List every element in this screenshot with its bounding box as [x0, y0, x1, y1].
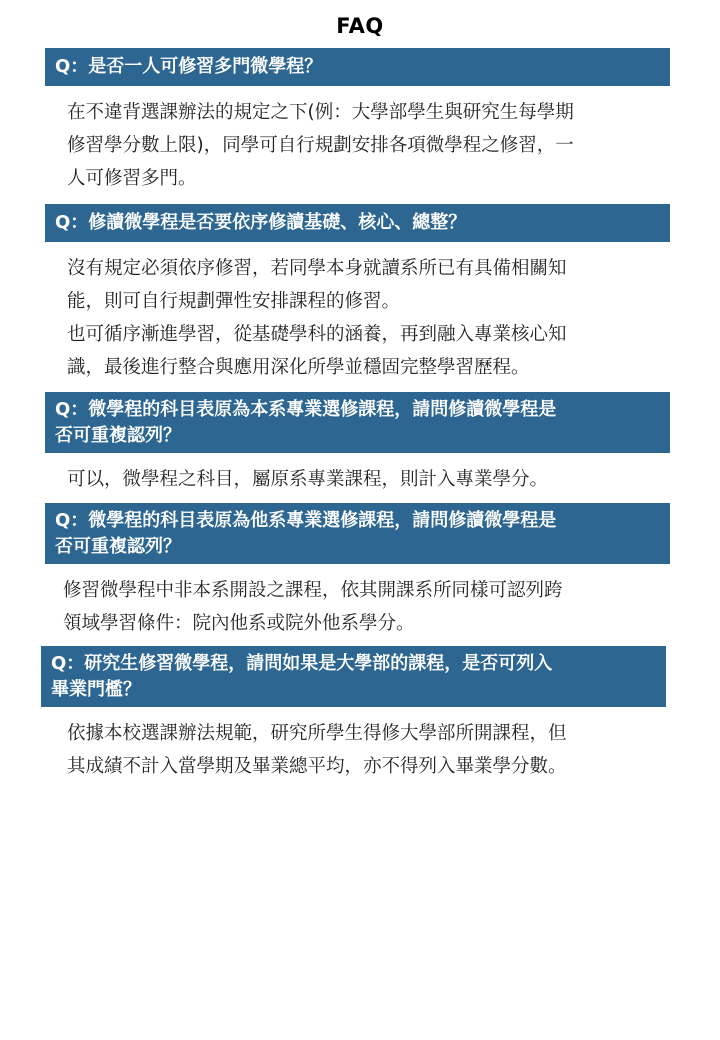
answer-line: 在不違背選課辦法的規定之下(例：大學部學生與研究生每學期 [67, 102, 574, 123]
answer-line: 領域學習條件：院內他系或院外他系學分。 [63, 613, 415, 634]
question-line: 否可重複認列？ [55, 424, 181, 446]
answer-line: 沒有規定必須依序修習，若同學本身就讀系所已有具備相關知 [67, 258, 567, 279]
faq-question-3 [45, 392, 670, 453]
answer-line: 能，則可自行規劃彈性安排課程的修習。 [67, 291, 401, 312]
page-title: FAQ [336, 14, 384, 38]
answer-line: 識，最後進行整合與應用深化所學並穩固完整學習歷程。 [67, 357, 530, 378]
faq-question-5-text [51, 651, 552, 703]
question-line: 畢業門檻？ [51, 678, 141, 700]
answer-line: 可以，微學程之科目，屬原系專業課程，則計入專業學分。 [67, 469, 549, 490]
faq-question-2 [45, 204, 670, 242]
faq-question-2-text: Q：修讀微學程是否要依序修讀基礎、核心、總整？ [55, 212, 467, 233]
faq-answer-5 [67, 717, 667, 783]
faq-answer-3 [67, 463, 667, 496]
faq-answer-4 [63, 574, 663, 640]
faq-question-1-text: Q：是否一人可修習多門微學程？ [55, 56, 323, 77]
question-line: 否可重複認列？ [55, 535, 181, 557]
faq-question-4 [45, 503, 670, 564]
question-line: Q：微學程的科目表原為本系專業選修課程，請問修讀微學程是 [55, 398, 557, 420]
answer-line: 也可循序漸進學習，從基礎學科的涵養，再到融入專業核心知 [67, 324, 567, 345]
faq-question-5 [41, 646, 666, 707]
answer-line: 依據本校選課辦法規範，研究所學生得修大學部所開課程，但 [67, 723, 567, 744]
faq-question-1 [45, 48, 670, 86]
faq-question-3-text [55, 397, 556, 449]
answer-line: 修習學分數上限)，同學可自行規劃安排各項微學程之修習，一 [67, 135, 574, 156]
faq-answer-2 [67, 252, 667, 384]
answer-line: 修習微學程中非本系開設之課程，依其開課系所同樣可認列跨 [63, 580, 563, 601]
answer-line: 其成績不計入當學期及畢業總平均，亦不得列入畢業學分數。 [67, 756, 567, 777]
faq-answer-1 [67, 96, 667, 195]
question-line: Q：微學程的科目表原為他系專業選修課程，請問修讀微學程是 [55, 509, 557, 531]
question-line: Q：研究生修習微學程，請問如果是大學部的課程，是否可列入 [51, 652, 553, 674]
faq-question-4-text [55, 508, 556, 560]
answer-line: 人可修習多門。 [67, 168, 197, 189]
